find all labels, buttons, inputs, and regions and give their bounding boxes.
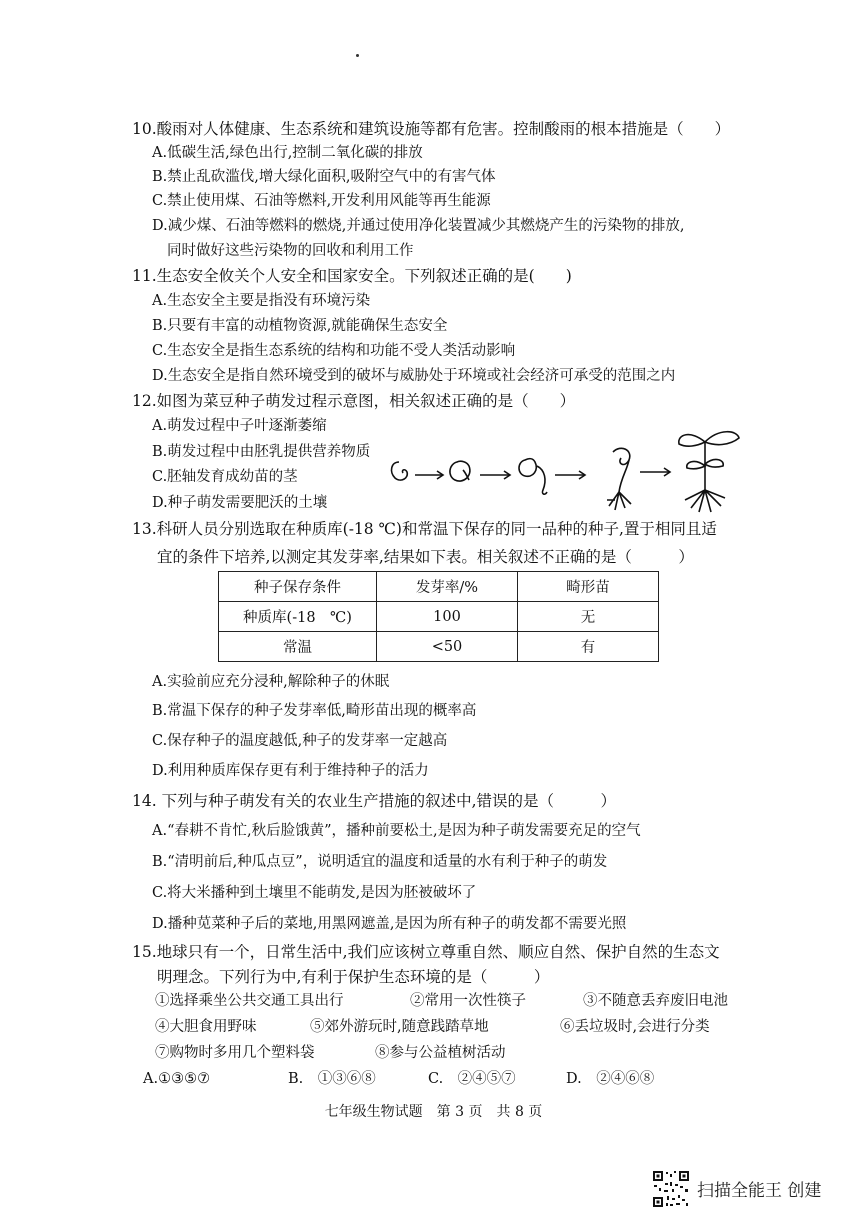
qr-code-icon xyxy=(652,1170,690,1208)
question-13-option-d: D.利用种质库保存更有利于维持种子的活力 xyxy=(152,763,429,779)
question-15-item-5: ⑤郊外游玩时,随意践踏草地 xyxy=(310,1019,489,1035)
speck xyxy=(356,54,359,57)
table-cell: 无 xyxy=(518,602,659,632)
question-15-item-1: ①选择乘坐公共交通工具出行 xyxy=(155,993,344,1009)
question-14-stem: 14. 下列与种子萌发有关的农业生产措施的叙述中,错误的是（ ） xyxy=(132,792,617,810)
question-12-stem: 12.如图为菜豆种子萌发过程示意图，相关叙述正确的是（ ） xyxy=(132,392,576,410)
table-cell: 常温 xyxy=(219,632,377,662)
seed-stage-3 xyxy=(519,459,547,494)
germination-rate-table xyxy=(218,571,659,662)
question-15-item-4: ④大胆食用野味 xyxy=(155,1019,257,1035)
question-14-option-c: C.将大米播种到土壤里不能萌发,是因为胚被破坏了 xyxy=(152,885,477,901)
question-13-stem-cont: 宜的条件下培养,以测定其发芽率,结果如下表。相关叙述不正确的是（ ） xyxy=(157,548,694,566)
question-15-item-6: ⑥丢垃圾时,会进行分类 xyxy=(560,1019,710,1035)
question-10-option-d: D.减少煤、石油等燃料的燃烧,并通过使用净化装置减少其燃烧产生的污染物的排放, xyxy=(152,218,685,234)
question-12-option-a: A.萌发过程中子叶逐渐萎缩 xyxy=(152,418,327,434)
seed-germination-diagram xyxy=(385,420,745,515)
question-13-option-a: A.实验前应充分浸种,解除种子的休眠 xyxy=(152,674,390,690)
question-15-option-a: A.①③⑤⑦ xyxy=(143,1071,211,1087)
question-15-option-c: C. ②④⑤⑦ xyxy=(428,1071,516,1087)
question-15-option-d: D. ②④⑥⑧ xyxy=(566,1071,655,1087)
question-15-item-3: ③不随意丢弃废旧电池 xyxy=(583,993,728,1009)
arrow-1-icon xyxy=(415,471,443,479)
question-13-option-c: C.保存种子的温度越低,种子的发芽率一定越高 xyxy=(152,733,448,749)
question-13-option-b: B.常温下保存的种子发芽率低,畸形苗出现的概率高 xyxy=(152,703,477,719)
seed-stage-1 xyxy=(392,462,408,480)
table-row xyxy=(219,632,659,662)
question-12-option-b: B.萌发过程中由胚乳提供营养物质 xyxy=(152,444,371,460)
question-15-item-8: ⑧参与公益植树活动 xyxy=(375,1045,506,1061)
table-cell: 种质库(-18 ℃) xyxy=(219,602,377,632)
question-10-option-d-cont: 同时做好这些污染物的回收和利用工作 xyxy=(167,243,414,259)
arrow-4-icon xyxy=(640,468,670,476)
scanner-watermark: 扫描全能王 创建 xyxy=(697,1181,822,1201)
table-header-cell: 发芽率/% xyxy=(377,572,518,602)
table-row xyxy=(219,602,659,632)
question-15-stem-cont: 明理念。下列行为中,有利于保护生态环境的是（ ） xyxy=(157,968,550,986)
question-11-option-a: A.生态安全主要是指没有环境污染 xyxy=(152,293,371,309)
question-11-stem: 11.生态安全攸关个人安全和国家安全。下列叙述正确的是( ) xyxy=(132,267,572,285)
table-header-cell: 种子保存条件 xyxy=(219,572,377,602)
question-10-stem: 10.酸雨对人体健康、生态系统和建筑设施等都有危害。控制酸雨的根本措施是（ ） xyxy=(132,120,731,138)
question-13-stem: 13.科研人员分别选取在种质库(-18 ℃)和常温下保存的同一品种的种子,置于相同且适 xyxy=(132,520,717,538)
question-14-option-b: B.“清明前后,种瓜点豆”，说明适宜的温度和适量的水有利于种子的萌发 xyxy=(152,854,608,870)
question-11-option-c: C.生态安全是指生态系统的结构和功能不受人类活动影响 xyxy=(152,343,516,359)
question-12-option-d: D.种子萌发需要肥沃的土壤 xyxy=(152,495,328,511)
question-11-option-b: B.只要有丰富的动植物资源,就能确保生态安全 xyxy=(152,318,448,334)
table-cell: 100 xyxy=(377,602,518,632)
question-10-option-b: B.禁止乱砍滥伐,增大绿化面积,吸附空气中的有害气体 xyxy=(152,169,496,185)
question-15-option-b: B. ①③⑥⑧ xyxy=(288,1071,376,1087)
question-10-option-a: A.低碳生活,绿色出行,控制二氧化碳的排放 xyxy=(152,145,423,161)
table-cell: 有 xyxy=(518,632,659,662)
question-14-option-d: D.播种苋菜种子后的菜地,用黑网遮盖,是因为所有种子的萌发都不需要光照 xyxy=(152,916,627,932)
seed-stage-4 xyxy=(607,448,631,510)
seed-stage-5 xyxy=(679,432,739,512)
question-11-option-d: D.生态安全是指自然环境受到的破坏与威胁处于环境或社会经济可承受的范围之内 xyxy=(152,368,676,384)
question-15-item-7: ⑦购物时多用几个塑料袋 xyxy=(155,1045,315,1061)
arrow-3-icon xyxy=(555,471,585,479)
question-10-option-c: C.禁止使用煤、石油等燃料,开发利用风能等再生能源 xyxy=(152,193,491,209)
question-15-stem: 15.地球只有一个，日常生活中,我们应该树立尊重自然、顺应自然、保护自然的生态文 xyxy=(132,943,720,961)
table-header-row xyxy=(219,572,659,602)
page-footer: 七年级生物试题 第 3 页 共 8 页 xyxy=(324,1104,543,1120)
table-header-cell: 畸形苗 xyxy=(518,572,659,602)
table-cell: <50 xyxy=(377,632,518,662)
question-14-option-a: A.“春耕不肯忙,秋后脸饿黄”，播种前要松土,是因为种子萌发需要充足的空气 xyxy=(152,823,641,839)
seed-stage-2 xyxy=(450,461,470,481)
question-15-item-2: ②常用一次性筷子 xyxy=(410,993,526,1009)
question-12-option-c: C.胚轴发育成幼苗的茎 xyxy=(152,469,298,485)
arrow-2-icon xyxy=(480,471,510,479)
